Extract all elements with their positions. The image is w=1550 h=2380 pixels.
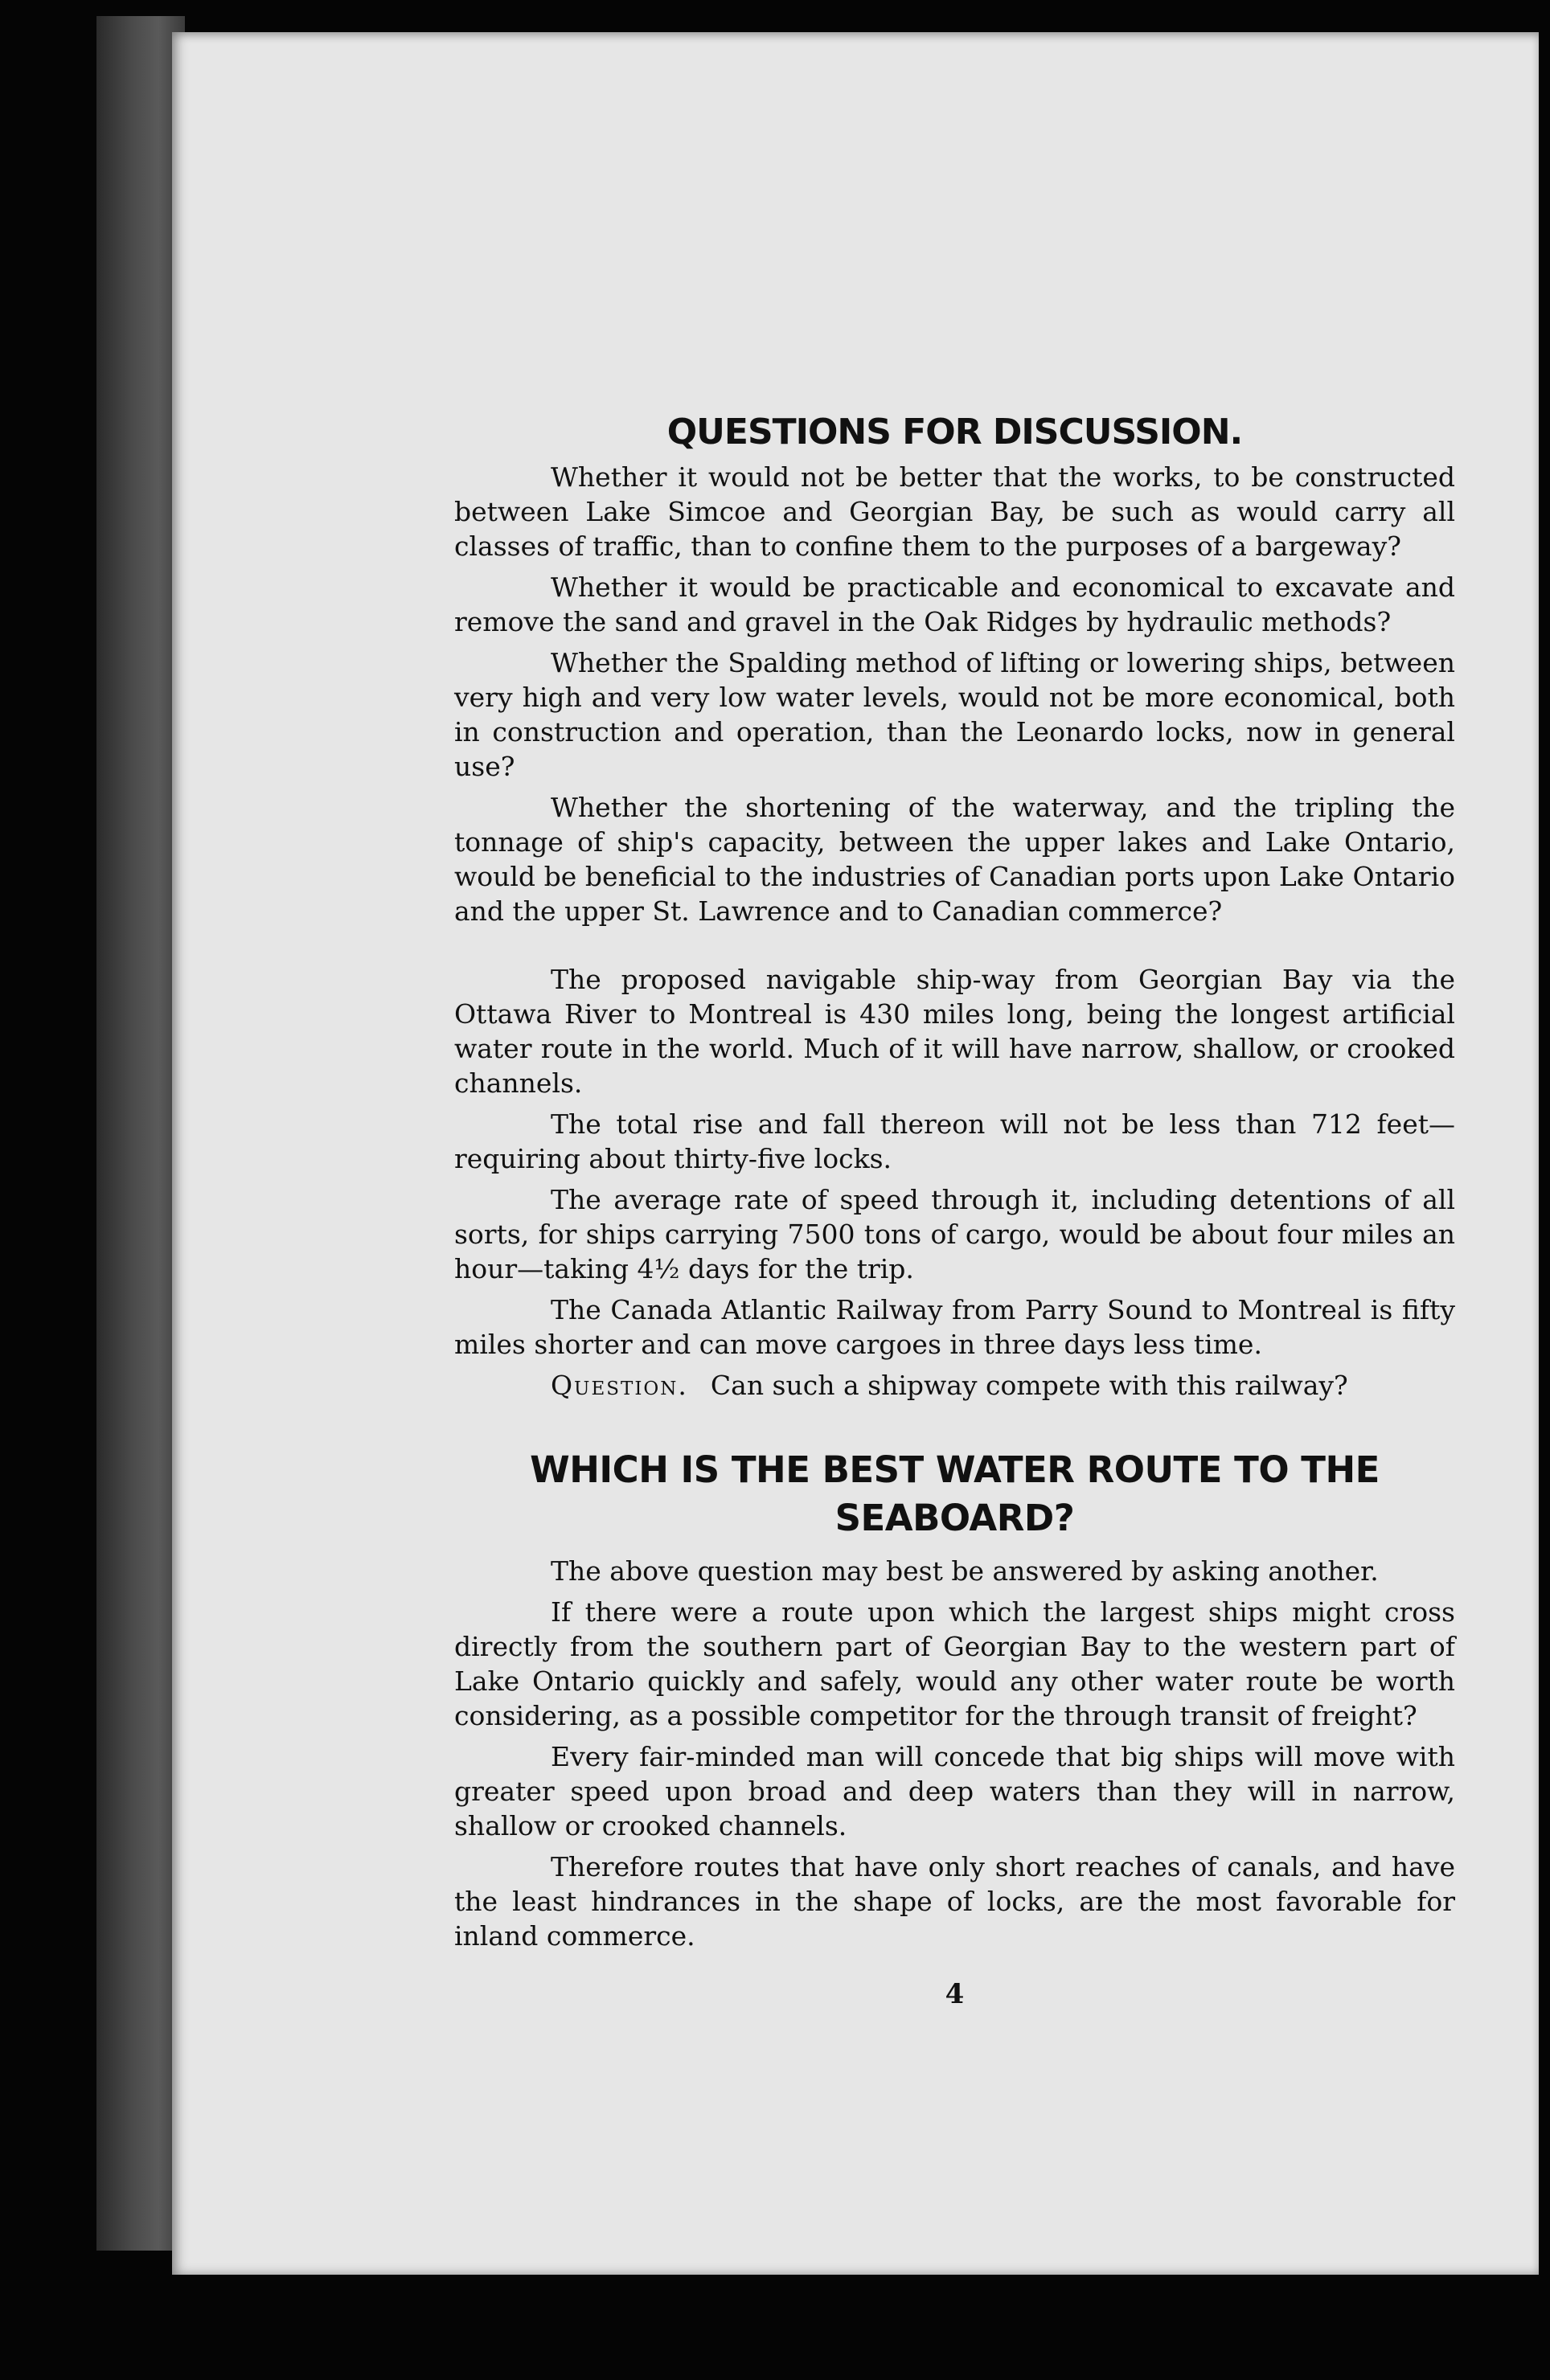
question-paragraph: Whether the shortening of the waterway, and the tripling the tonnage of ship's capacity, between the upper lakes and Lake Ontario, would be beneficial to the industries of Canadian ports upon Lake Ontario and the upper St. Lawrence and to Canadian commerce? (454, 792, 1455, 927)
seaboard-paragraph: Every fair-minded man will concede that big ships will move with greater speed upon broad and deep waters than they will in narrow, shallow or crooked channels. (454, 1741, 1455, 1841)
ottawa-route-paragraph: The proposed navigable ship-way from Georgian Bay via the Ottawa River to Montreal is 430 miles long, being the longest artificial water route in the world. Much of it will have narrow, shallow, or crooked channels. (454, 964, 1455, 1099)
water-route-heading-line1: WHICH IS THE BEST WATER ROUTE TO THE (530, 1448, 1380, 1491)
seaboard-paragraph: If there were a route upon which the largest ships might cross directly from the southern part of Georgian Bay to the western part of Lake Ontario quickly and safely, would any other water route be worth considering, as a possible competitor for the through transit of freight? (454, 1596, 1455, 1731)
section-gap (454, 1409, 1455, 1446)
question-paragraph: Whether the Spalding method of lifting or lowering ships, between very high and very low water levels, would not be more economical, both in construction and operation, than the Leonardo locks, now in general use? (454, 647, 1455, 782)
water-route-heading-line2: SEABOARD? (834, 1497, 1075, 1539)
seaboard-paragraph: The above question may best be answered by asking another. (551, 1555, 1379, 1587)
question-paragraph: Whether it would not be better that the works, to be constructed between Lake Simcoe and Georgian Bay, be such as would carry all classes of traffic, than to confine them to the purposes of a bargeway? (454, 461, 1455, 562)
section-gap (454, 935, 1455, 962)
seaboard-paragraph: Therefore routes that have only short reaches of canals, and have the least hindrances in the shape of locks, are the most favorable for inland commerce. (454, 1851, 1455, 1952)
question-text: Can such a shipway compete with this railway? (710, 1370, 1348, 1401)
question-line (454, 1368, 1455, 1403)
question-label: Question. (551, 1370, 688, 1401)
page-number: 4 (945, 1978, 965, 2010)
rise-fall-paragraph: The total rise and fall thereon will not be less than 712 feet—requiring about thirty-five locks. (454, 1108, 1455, 1174)
water-route-heading (454, 1446, 1455, 1542)
speed-paragraph: The average rate of speed through it, including detentions of all sorts, for ships carrying 7500 tons of cargo, would be about four miles an hour—taking 4½ days for the trip. (454, 1184, 1455, 1284)
railway-paragraph: The Canada Atlantic Railway from Parry Sound to Montreal is fifty miles shorter and can move cargoes in three days less time. (454, 1294, 1455, 1360)
questions-heading: QUESTIONS FOR DISCUSSION. (666, 412, 1243, 453)
page-content (454, 410, 1455, 2012)
question-paragraph: Whether it would be practicable and economical to excavate and remove the sand and gravel in the Oak Ridges by hydraulic methods? (454, 571, 1455, 637)
